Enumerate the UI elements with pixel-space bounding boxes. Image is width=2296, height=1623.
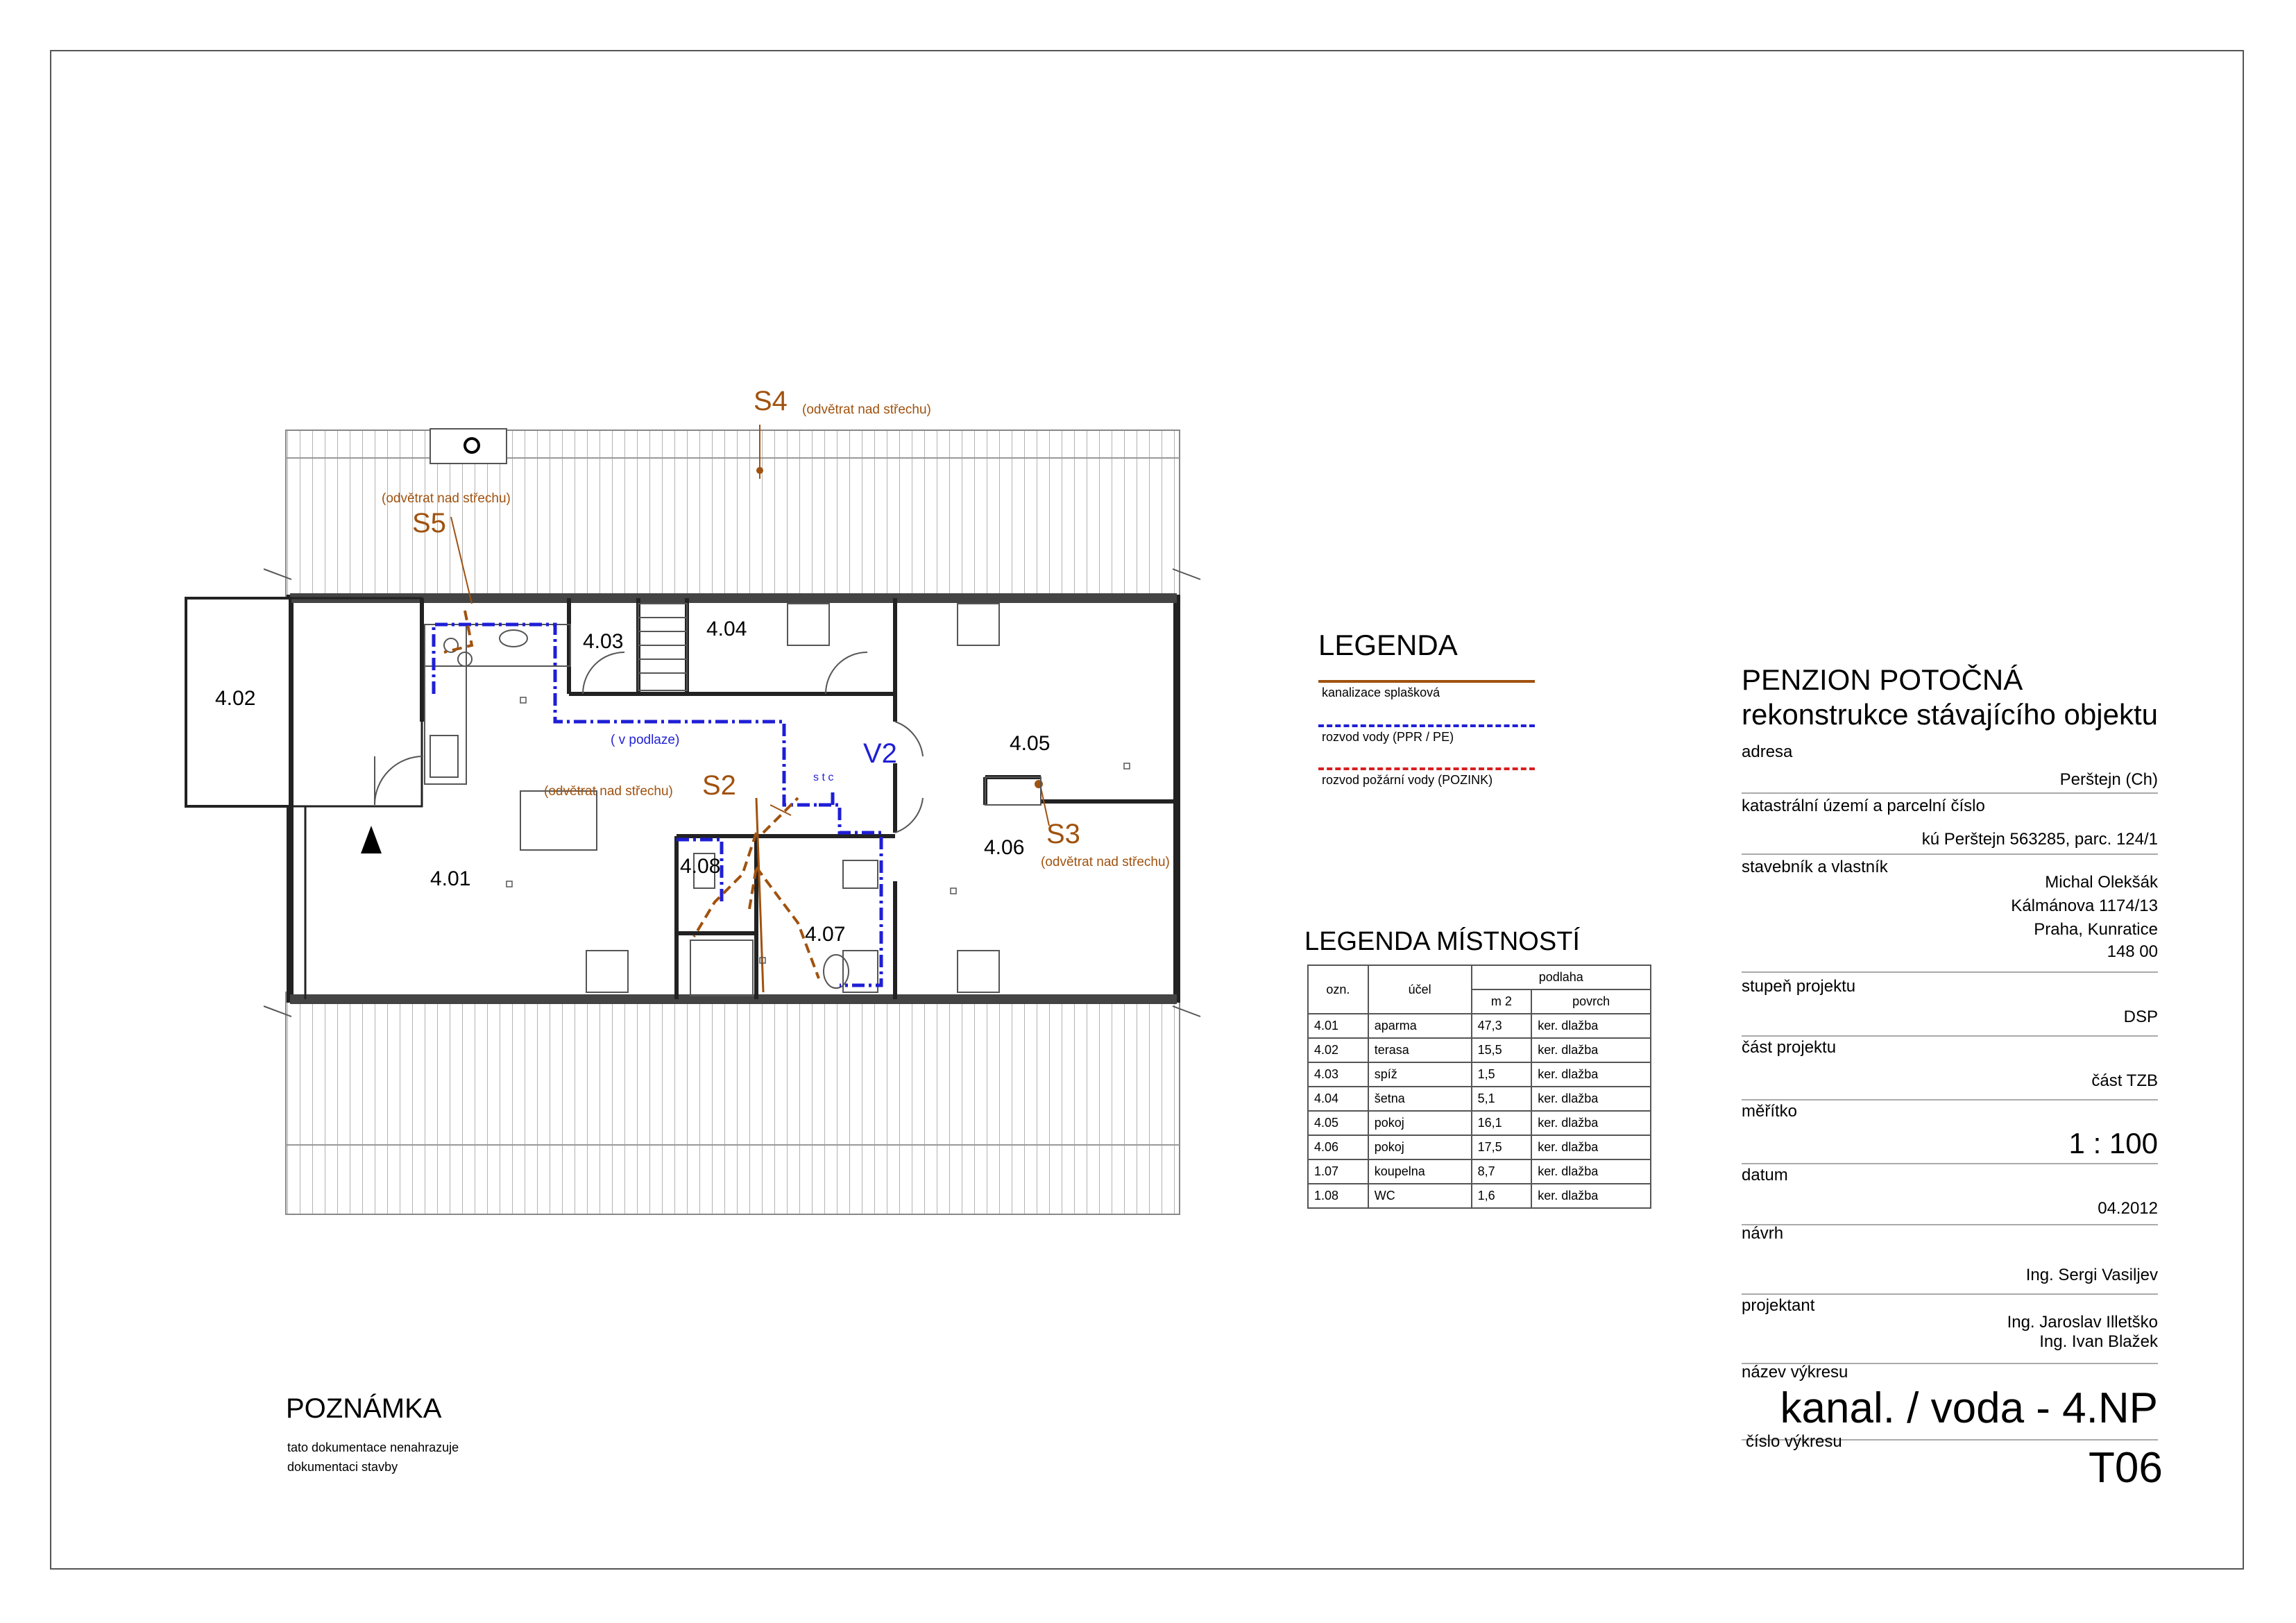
- tb-label: stavebník a vlastník: [1742, 858, 1888, 876]
- s3-note: (odvětrat nad střechu): [1041, 855, 1170, 869]
- s4-note: (odvětrat nad střechu): [802, 402, 931, 417]
- cell: aparma: [1368, 1014, 1472, 1038]
- tb-stupen: [1742, 971, 2158, 1037]
- cell: 4.02: [1308, 1038, 1368, 1062]
- cell: pokoj: [1368, 1135, 1472, 1159]
- tb-datum: [1742, 1163, 2158, 1225]
- stc-label: s t c: [813, 772, 834, 783]
- col-ucel: účel: [1368, 965, 1472, 1014]
- tb-value: Praha, Kunratice: [2034, 920, 2158, 939]
- floor-note: ( v podlaze): [611, 733, 680, 747]
- cell: 4.05: [1308, 1111, 1368, 1135]
- cell: 1.08: [1308, 1184, 1368, 1208]
- tb-value: Perštejn (Ch): [2059, 770, 2158, 789]
- cell: 4.04: [1308, 1087, 1368, 1111]
- table-row: [1308, 1159, 1651, 1184]
- cell: 1,6: [1472, 1184, 1532, 1208]
- room-4-03-label: 4.03: [583, 630, 624, 653]
- project-subtitle: rekonstrukce stávajícího objektu: [1742, 698, 2158, 731]
- cell: ker. dlažba: [1531, 1014, 1651, 1038]
- table-row: [1308, 1087, 1651, 1111]
- legend-title: LEGENDA: [1318, 629, 1458, 661]
- tb-projektant: [1742, 1293, 2158, 1364]
- col-ozn: ozn.: [1308, 965, 1368, 1014]
- tb-label: měřítko: [1742, 1102, 1798, 1121]
- cell: 4.03: [1308, 1062, 1368, 1087]
- legend-item-water: rozvod vody (PPR / PE): [1322, 730, 1454, 744]
- tb-label: adresa: [1742, 742, 1793, 761]
- chimney: [430, 429, 507, 464]
- tb-label: projektant: [1742, 1296, 1815, 1315]
- cell: 1.07: [1308, 1159, 1368, 1184]
- room-legend-table: [1307, 965, 1651, 1209]
- roof-lower: [286, 992, 1180, 1214]
- tb-value: 1 : 100: [2068, 1127, 2158, 1159]
- note-title: POZNÁMKA: [286, 1393, 442, 1424]
- tb-katastr: [1742, 792, 2158, 855]
- legend-line-water: [1318, 724, 1535, 727]
- s5-label: S5: [412, 508, 446, 538]
- cell: ker. dlažba: [1531, 1062, 1651, 1087]
- col-povrch: povrch: [1531, 989, 1651, 1014]
- table-row: [1308, 1038, 1651, 1062]
- legend-line-fire-water: [1318, 767, 1535, 770]
- s4-label: S4: [754, 386, 788, 416]
- cell: ker. dlažba: [1531, 1111, 1651, 1135]
- drawing-number: T06: [2089, 1444, 2163, 1492]
- tb-cislo-label: číslo výkresu: [1746, 1432, 1842, 1451]
- tb-label: datum: [1742, 1166, 1788, 1184]
- tb-value: 148 00: [2107, 942, 2158, 961]
- room-4-05-label: 4.05: [1010, 732, 1051, 755]
- cell: pokoj: [1368, 1111, 1472, 1135]
- tb-value: Michal Olekšák: [2045, 873, 2158, 892]
- tb-label: návrh: [1742, 1224, 1784, 1243]
- cell: šetna: [1368, 1087, 1472, 1111]
- cell: terasa: [1368, 1038, 1472, 1062]
- tb-nazev: [1742, 1363, 2158, 1441]
- note-line-2: dokumentaci stavby: [287, 1460, 398, 1474]
- cell: 5,1: [1472, 1087, 1532, 1111]
- cell: WC: [1368, 1184, 1472, 1208]
- cell: ker. dlažba: [1531, 1087, 1651, 1111]
- cell: 4.01: [1308, 1014, 1368, 1038]
- cell: ker. dlažba: [1531, 1135, 1651, 1159]
- cell: 1,5: [1472, 1062, 1532, 1087]
- tb-label: název výkresu: [1742, 1363, 1848, 1382]
- legend-item-fire-water: rozvod požární vody (POZINK): [1322, 773, 1493, 787]
- room-4-06-label: 4.06: [984, 836, 1025, 859]
- s5-note: (odvětrat nad střechu): [382, 491, 511, 506]
- tb-value: Kálmánova 1174/13: [2011, 897, 2158, 915]
- table-row: [1308, 1135, 1651, 1159]
- tb-value: 04.2012: [2098, 1199, 2158, 1218]
- table-row: [1308, 1014, 1651, 1038]
- s2-note: (odvětrat nad střechu): [544, 784, 673, 799]
- tb-navrh: [1742, 1224, 2158, 1295]
- tb-label: část projektu: [1742, 1038, 1837, 1057]
- cell: ker. dlažba: [1531, 1038, 1651, 1062]
- tb-value: Ing. Jaroslav Illetško: [2007, 1313, 2158, 1332]
- s3-label: S3: [1046, 819, 1080, 849]
- tb-value: Ing. Sergi Vasiljev: [2025, 1266, 2158, 1284]
- cell: 47,3: [1472, 1014, 1532, 1038]
- tb-label: katastrální území a parcelní číslo: [1742, 797, 1985, 815]
- room-4-02-label: 4.02: [215, 687, 256, 710]
- cell: koupelna: [1368, 1159, 1472, 1184]
- table-row: [1308, 1184, 1651, 1208]
- tb-adresa: [1742, 742, 2158, 794]
- tb-value: DSP: [2123, 1008, 2158, 1026]
- room-4-08-label: 4.08: [680, 855, 721, 878]
- tb-meritko: [1742, 1099, 2158, 1164]
- v2-label: V2: [863, 738, 897, 769]
- table-row: [1308, 1062, 1651, 1087]
- drawing-name: kanal. / voda - 4.NP: [1780, 1384, 2158, 1432]
- cell: 16,1: [1472, 1111, 1532, 1135]
- note-line-1: tato dokumentace nenahrazuje: [287, 1441, 459, 1454]
- room-4-01-label: 4.01: [430, 867, 471, 890]
- cell: 15,5: [1472, 1038, 1532, 1062]
- room-legend-title: LEGENDA MÍSTNOSTÍ: [1304, 927, 1580, 956]
- cell: 17,5: [1472, 1135, 1532, 1159]
- col-podlaha: podlaha: [1472, 965, 1651, 989]
- legend-item-sewage: kanalizace splašková: [1322, 686, 1440, 699]
- cell: ker. dlažba: [1531, 1184, 1651, 1208]
- project-title: PENZION POTOČNÁ: [1742, 663, 2023, 696]
- tb-value: Ing. Ivan Blažek: [2039, 1332, 2158, 1351]
- tb-value: část TZB: [2091, 1071, 2158, 1090]
- cell: 4.06: [1308, 1135, 1368, 1159]
- cell: 8,7: [1472, 1159, 1532, 1184]
- tb-label: stupeň projektu: [1742, 977, 1856, 996]
- tb-cast: [1742, 1035, 2158, 1101]
- legend-line-sewage: [1318, 680, 1535, 683]
- s2-label: S2: [702, 770, 736, 801]
- tb-value: kú Perštejn 563285, parc. 124/1: [1921, 830, 2158, 849]
- col-m2: m 2: [1472, 989, 1532, 1014]
- cell: ker. dlažba: [1531, 1159, 1651, 1184]
- tb-owner: [1742, 853, 2158, 973]
- table-row: [1308, 1111, 1651, 1135]
- room-4-07-label: 4.07: [805, 923, 846, 946]
- cell: spíž: [1368, 1062, 1472, 1087]
- room-4-04-label: 4.04: [706, 618, 747, 640]
